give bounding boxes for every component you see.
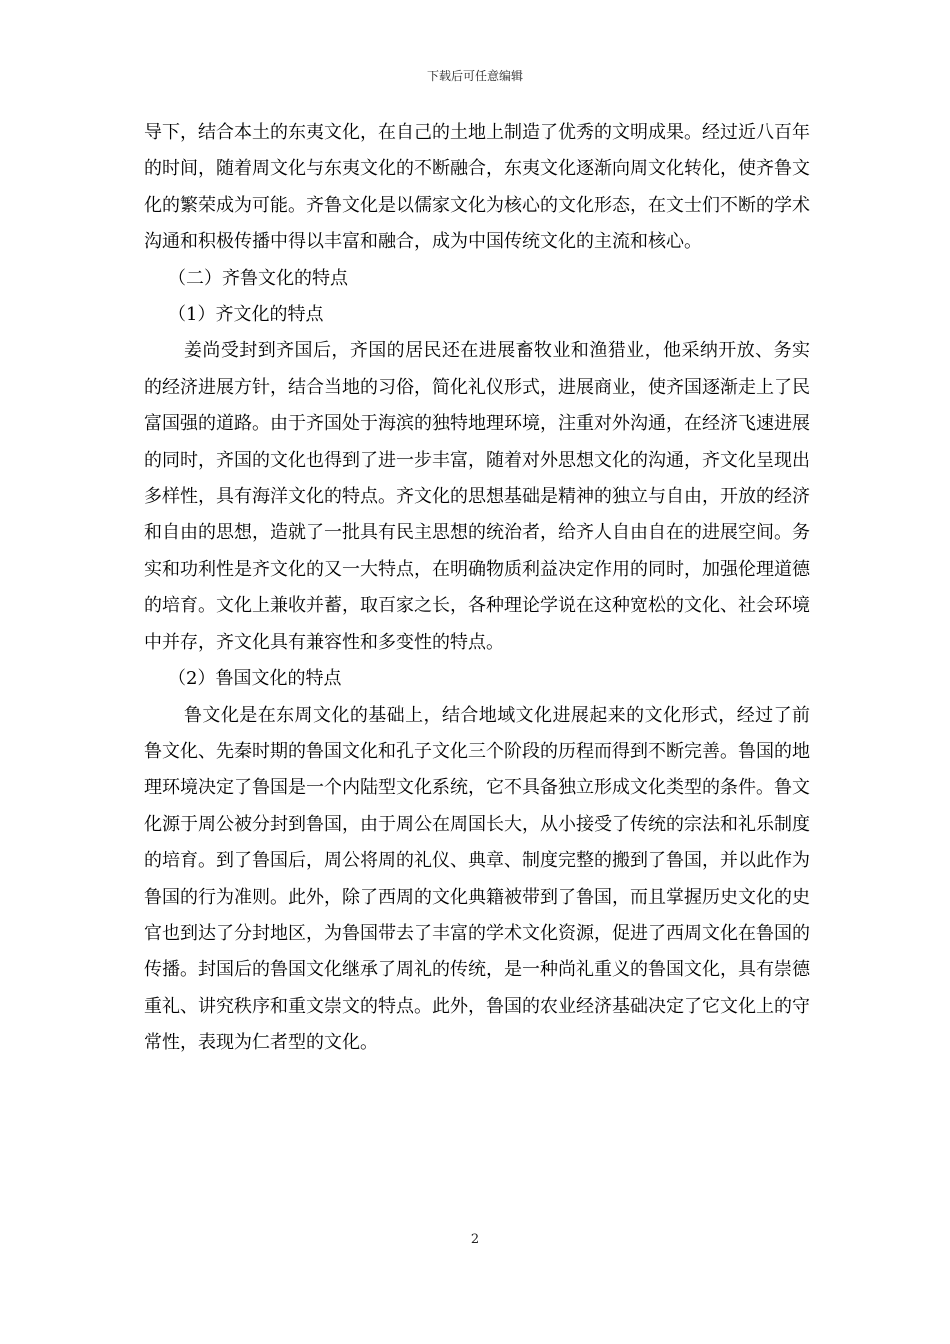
paragraph-lu-culture: 鲁文化是在东周文化的基础上，结合地域文化进展起来的文化形式，经过了前鲁文化、先秦时期的鲁国文化和孔子文化三个阶段的历程而得到不断完善。鲁国的地理环境决定了鲁国是一个内陆型文化系统，它不具备独立形成文化类型的条件。鲁文化源于周公被分封到鲁国，由于周公在周国长大，从小接受了传统的宗法和礼乐制度的培育。到了鲁国后，周公将周的礼仪、典章、制度完整的搬到了鲁国，并以此作为鲁国的行为准则。此外，除了西周的文化典籍被带到了鲁国，而且掌握历史文化的史官也到达了分封地区，为鲁国带去了丰富的学术文化资源，促进了西周文化在鲁国的传播。封国后的鲁国文化继承了周礼的传统，是一种尚礼重义的鲁国文化，具有崇德重礼、讲究秩序和重文崇文的特点。此外，鲁国的农业经济基础决定了它文化上的守常性，表现为仁者型的文化。: [144, 704, 810, 1054]
paragraph-qi-culture: 姜尚受封到齐国后，齐国的居民还在进展畜牧业和渔猎业，他采纳开放、务实的经济进展方针，结合当地的习俗，简化礼仪形式，进展商业，使齐国逐渐走上了民富国强的道路。由于齐国处于海滨的独特地理环境，注重对外沟通，在经济飞速进展的同时，齐国的文化也得到了进一步丰富，随着对外思想文化的沟通，齐文化呈现出多样性，具有海洋文化的特点。齐文化的思想基础是精神的独立与自由，开放的经济和自由的思想，造就了一批具有民主思想的统治者，给齐人自由自在的进展空间。务实和功利性是齐文化的又一大特点，在明确物质利益决定作用的同时，加强伦理道德的培育。文化上兼收并蓄，取百家之长，各种理论学说在这种宽松的文化、社会环境中并存，齐文化具有兼容性和多变性的特点。: [144, 340, 810, 653]
section-heading-qilu-features: （二）齐鲁文化的特点: [168, 267, 348, 289]
subsection-heading-qi-culture: （1）齐文化的特点: [168, 304, 324, 326]
page-header: 下载后可任意编辑: [426, 69, 523, 83]
document-body: [144, 115, 810, 1062]
paragraph-continuation: 导下，结合本土的东夷文化，在自己的土地上制造了优秀的文明成果。经过近八百年的时间，随着周文化与东夷文化的不断融合，东夷文化逐渐向周文化转化，使齐鲁文化的繁荣成为可能。齐鲁文化是以儒家文化为核心的文化形态，在文士们不断的学术沟通和积极传播中得以丰富和融合，成为中国传统文化的主流和核心。: [144, 122, 810, 253]
page-number: 2: [470, 1232, 480, 1247]
subsection-heading-lu-culture: （2）鲁国文化的特点: [168, 668, 342, 690]
